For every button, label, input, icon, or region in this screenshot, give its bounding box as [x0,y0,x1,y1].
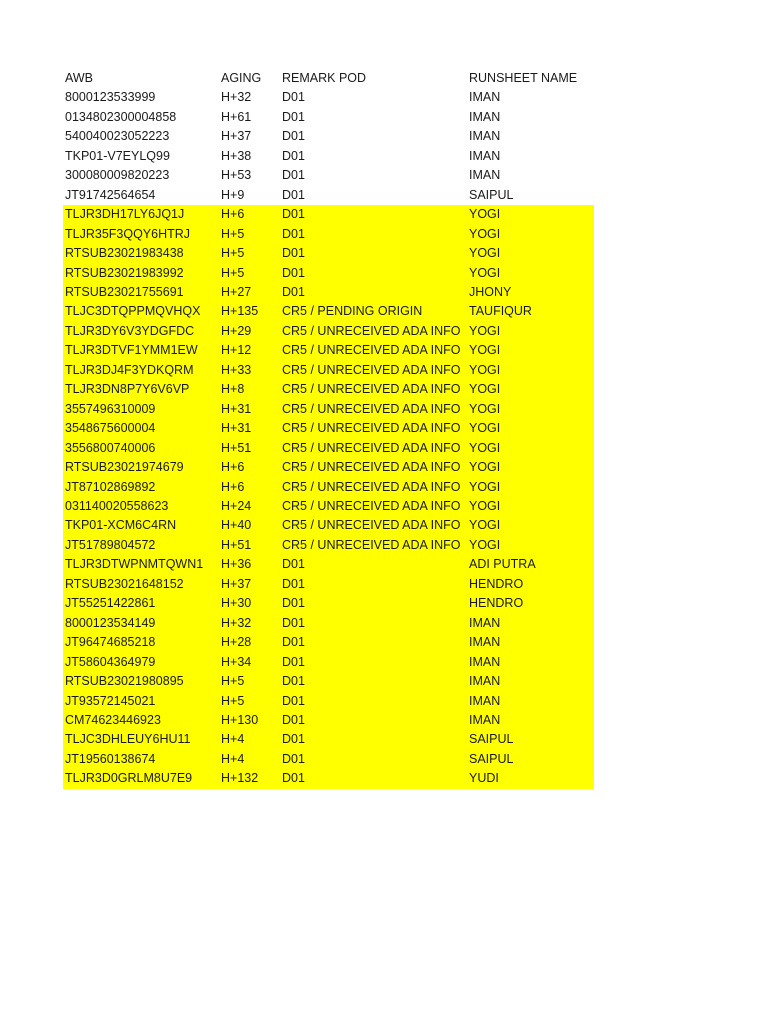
cell-runsheet-name: YUDI [467,769,594,788]
cell-remark-pod: CR5 / UNRECEIVED ADA INFO [280,400,467,419]
cell-awb: CM74623446923 [63,711,219,730]
awb-table [63,69,594,789]
cell-runsheet-name: IMAN [467,653,594,672]
cell-runsheet-name: SAIPUL [467,750,594,769]
cell-remark-pod: D01 [280,244,467,263]
cell-awb: TLJR3DJ4F3YDKQRM [63,361,219,380]
table-row [63,264,594,283]
table-row [63,302,594,321]
cell-runsheet-name: YOGI [467,322,594,341]
cell-runsheet-name: YOGI [467,341,594,360]
table-row [63,225,594,244]
cell-aging: H+28 [219,633,280,652]
table-row [63,400,594,419]
cell-remark-pod: CR5 / UNRECEIVED ADA INFO [280,439,467,458]
cell-remark-pod: D01 [280,575,467,594]
cell-runsheet-name: YOGI [467,478,594,497]
cell-runsheet-name: YOGI [467,516,594,535]
cell-runsheet-name: IMAN [469,148,501,163]
cell-awb: 540040023052223 [65,129,170,144]
cell-remark-pod: D01 [280,730,467,749]
cell-remark-pod: D01 [280,672,467,691]
table-row [63,672,594,691]
cell-remark-pod: D01 [280,205,467,224]
cell-aging: H+5 [219,692,280,711]
cell-runsheet-name: YOGI [467,419,594,438]
cell-aging: H+37 [219,575,280,594]
table-row [63,458,594,477]
cell-awb: RTSUB23021983992 [63,264,219,283]
table-row [63,361,594,380]
cell-aging: H+6 [219,205,280,224]
cell-remark-pod: D01 [280,555,467,574]
cell-awb: RTSUB23021755691 [63,283,219,302]
table-header [63,69,594,88]
table-row [63,380,594,399]
cell-awb: 3556800740006 [63,439,219,458]
cell-aging: H+6 [219,458,280,477]
cell-remark-pod: CR5 / UNRECEIVED ADA INFO [280,516,467,535]
cell-remark-pod: CR5 / UNRECEIVED ADA INFO [280,341,467,360]
cell-aging: H+38 [221,148,252,163]
table-row [63,575,594,594]
cell-runsheet-name: YOGI [467,536,594,555]
cell-remark-pod: D01 [280,633,467,652]
table-body [63,88,594,788]
cell-awb: RTSUB23021983438 [63,244,219,263]
cell-awb: JT96474685218 [63,633,219,652]
cell-aging: H+6 [219,478,280,497]
cell-aging: H+51 [219,536,280,555]
cell-awb: TKP01-V7EYLQ99 [65,148,170,163]
cell-aging: H+53 [221,168,252,183]
cell-runsheet-name: YOGI [467,458,594,477]
table-row [63,750,594,769]
cell-awb: JT55251422861 [63,594,219,613]
cell-aging: H+135 [219,302,280,321]
cell-awb: TLJC3DTQPPMQVHQX [63,302,219,321]
cell-aging: H+30 [219,594,280,613]
cell-aging: H+130 [219,711,280,730]
cell-runsheet-name: SAIPUL [467,730,594,749]
cell-aging: H+34 [219,653,280,672]
table-row [63,730,594,749]
cell-awb: RTSUB23021974679 [63,458,219,477]
cell-aging: H+36 [219,555,280,574]
cell-awb: 3557496310009 [63,400,219,419]
cell-aging: H+31 [219,419,280,438]
cell-runsheet-name: ADI PUTRA [467,555,594,574]
cell-remark-pod: D01 [282,148,305,163]
cell-awb: 8000123533999 [65,90,156,105]
cell-runsheet-name: IMAN [469,90,501,105]
cell-awb: 3548675600004 [63,419,219,438]
cell-awb: 0134802300004858 [65,109,177,124]
cell-remark-pod: D01 [282,168,305,183]
table-row [63,108,594,127]
table-row [63,244,594,263]
cell-awb: TLJC3DHLEUY6HU11 [63,730,219,749]
table-row [63,555,594,574]
cell-aging: H+4 [219,750,280,769]
table-row [63,205,594,224]
cell-aging: H+5 [219,244,280,263]
cell-runsheet-name: IMAN [469,129,501,144]
cell-awb: TKP01-XCM6C4RN [63,516,219,535]
cell-aging: H+37 [221,129,252,144]
table-row [63,341,594,360]
cell-remark-pod: D01 [280,264,467,283]
cell-runsheet-name: JHONY [467,283,594,302]
cell-awb: TLJR3DY6V3YDGFDC [63,322,219,341]
cell-remark-pod: D01 [282,109,305,124]
cell-remark-pod: D01 [282,129,305,144]
cell-aging: H+61 [221,109,252,124]
table-row [63,516,594,535]
cell-remark-pod: CR5 / UNRECEIVED ADA INFO [280,478,467,497]
cell-remark-pod: CR5 / UNRECEIVED ADA INFO [280,322,467,341]
cell-remark-pod: CR5 / UNRECEIVED ADA INFO [280,380,467,399]
header-aging: AGING [221,71,262,85]
cell-runsheet-name: YOGI [467,400,594,419]
cell-remark-pod: CR5 / UNRECEIVED ADA INFO [280,361,467,380]
cell-remark-pod: CR5 / UNRECEIVED ADA INFO [280,458,467,477]
cell-aging: H+32 [221,90,252,105]
table-row [63,614,594,633]
cell-awb: 300080009820223 [65,168,170,183]
cell-remark-pod: CR5 / UNRECEIVED ADA INFO [280,419,467,438]
cell-runsheet-name: YOGI [467,497,594,516]
table-row [63,711,594,730]
cell-aging: H+5 [219,225,280,244]
table-row [63,769,594,788]
table-row [63,478,594,497]
cell-awb: JT19560138674 [63,750,219,769]
cell-awb: TLJR3DN8P7Y6V6VP [63,380,219,399]
cell-remark-pod: D01 [280,750,467,769]
cell-awb: TLJR3DTWPNMTQWN1 [63,555,219,574]
cell-aging: H+24 [219,497,280,516]
cell-aging: H+5 [219,264,280,283]
cell-runsheet-name: IMAN [469,168,501,183]
cell-runsheet-name: IMAN [467,692,594,711]
cell-awb: RTSUB23021648152 [63,575,219,594]
cell-runsheet-name: YOGI [467,264,594,283]
cell-awb: JT87102869892 [63,478,219,497]
cell-runsheet-name: TAUFIQUR [467,302,594,321]
cell-remark-pod: D01 [282,90,305,105]
cell-runsheet-name: IMAN [467,711,594,730]
cell-aging: H+40 [219,516,280,535]
cell-remark-pod: D01 [280,614,467,633]
cell-runsheet-name: YOGI [467,439,594,458]
cell-aging: H+27 [219,283,280,302]
cell-awb: JT91742564654 [65,187,156,202]
cell-remark-pod: D01 [280,711,467,730]
table-row [63,166,594,185]
cell-remark-pod: CR5 / PENDING ORIGIN [280,302,467,321]
cell-awb: TLJR3D0GRLM8U7E9 [63,769,219,788]
cell-runsheet-name: HENDRO [467,594,594,613]
cell-remark-pod: D01 [280,692,467,711]
cell-runsheet-name: YOGI [467,205,594,224]
cell-aging: H+8 [219,380,280,399]
cell-awb: 8000123534149 [63,614,219,633]
cell-runsheet-name: IMAN [469,109,501,124]
cell-aging: H+132 [219,769,280,788]
cell-runsheet-name: YOGI [467,244,594,263]
cell-awb: 031140020558623 [63,497,219,516]
cell-awb: JT58604364979 [63,653,219,672]
cell-aging: H+4 [219,730,280,749]
cell-remark-pod: CR5 / UNRECEIVED ADA INFO [280,497,467,516]
cell-remark-pod: D01 [280,769,467,788]
cell-remark-pod: CR5 / UNRECEIVED ADA INFO [280,536,467,555]
table-row [63,186,594,205]
cell-aging: H+31 [219,400,280,419]
cell-runsheet-name: IMAN [467,672,594,691]
cell-remark-pod: D01 [282,187,305,202]
cell-awb: JT51789804572 [63,536,219,555]
header-runsheet-name: RUNSHEET NAME [469,71,578,85]
table-row [63,283,594,302]
cell-awb: TLJR3DTVF1YMM1EW [63,341,219,360]
cell-aging: H+5 [219,672,280,691]
cell-runsheet-name: IMAN [467,614,594,633]
cell-aging: H+9 [221,187,245,202]
cell-remark-pod: D01 [280,283,467,302]
cell-aging: H+33 [219,361,280,380]
cell-awb: JT93572145021 [63,692,219,711]
cell-remark-pod: D01 [280,653,467,672]
table-row [63,692,594,711]
header-awb: AWB [65,71,94,85]
header-row [63,69,594,88]
cell-runsheet-name: SAIPUL [469,187,514,202]
table-row [63,439,594,458]
table-row [63,633,594,652]
table-row [63,653,594,672]
table-row [63,127,594,146]
cell-awb: RTSUB23021980895 [63,672,219,691]
table-row [63,419,594,438]
table-row [63,147,594,166]
table-row [63,497,594,516]
cell-aging: H+51 [219,439,280,458]
cell-remark-pod: D01 [280,225,467,244]
table-row [63,536,594,555]
header-remark-pod: REMARK POD [282,71,367,85]
cell-remark-pod: D01 [280,594,467,613]
cell-awb: TLJR35F3QQY6HTRJ [63,225,219,244]
cell-aging: H+12 [219,341,280,360]
cell-aging: H+29 [219,322,280,341]
cell-runsheet-name: YOGI [467,380,594,399]
cell-runsheet-name: IMAN [467,633,594,652]
cell-runsheet-name: YOGI [467,225,594,244]
table-row [63,594,594,613]
cell-awb: TLJR3DH17LY6JQ1J [63,205,219,224]
table-row [63,322,594,341]
cell-aging: H+32 [219,614,280,633]
cell-runsheet-name: HENDRO [467,575,594,594]
cell-runsheet-name: YOGI [467,361,594,380]
table-row [63,88,594,107]
